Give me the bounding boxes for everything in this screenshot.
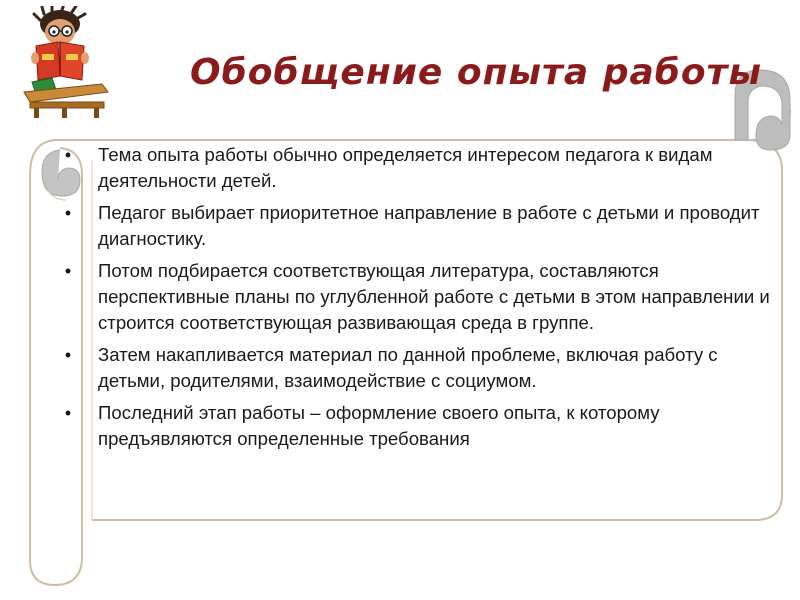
list-item [62,258,777,336]
bullet-icon: • [64,145,72,165]
list-item-text: Последний этап работы – оформление своего опыта, к которому предъявляются определенные требования [98,402,660,449]
list-item [62,200,777,252]
bullet-list [62,142,777,452]
bullet-icon: • [64,261,72,281]
list-item-text: Тема опыта работы обычно определяется интересом педагога к видам деятельности детей. [98,144,713,191]
page-title: Обобщение опыта работы [190,52,763,93]
bullet-icon: • [64,203,72,223]
content-area [62,142,777,512]
list-item [62,400,777,452]
bullet-icon: • [64,345,72,365]
reading-student-icon [22,6,110,118]
bullet-icon: • [64,403,72,423]
list-item [62,142,777,194]
list-item [62,342,777,394]
list-item-text: Потом подбирается соответствующая литература, составляются перспективные планы по углубленной работе с детьми в этом направлении и строится соответствующая развивающая среда в группе. [98,260,770,333]
list-item-text: Педагог выбирает приоритетное направление в работе с детьми и проводит диагностику. [98,202,760,249]
list-item-text: Затем накапливается материал по данной проблеме, включая работу с детьми, родителями, взаимодействие с социумом. [98,344,718,391]
